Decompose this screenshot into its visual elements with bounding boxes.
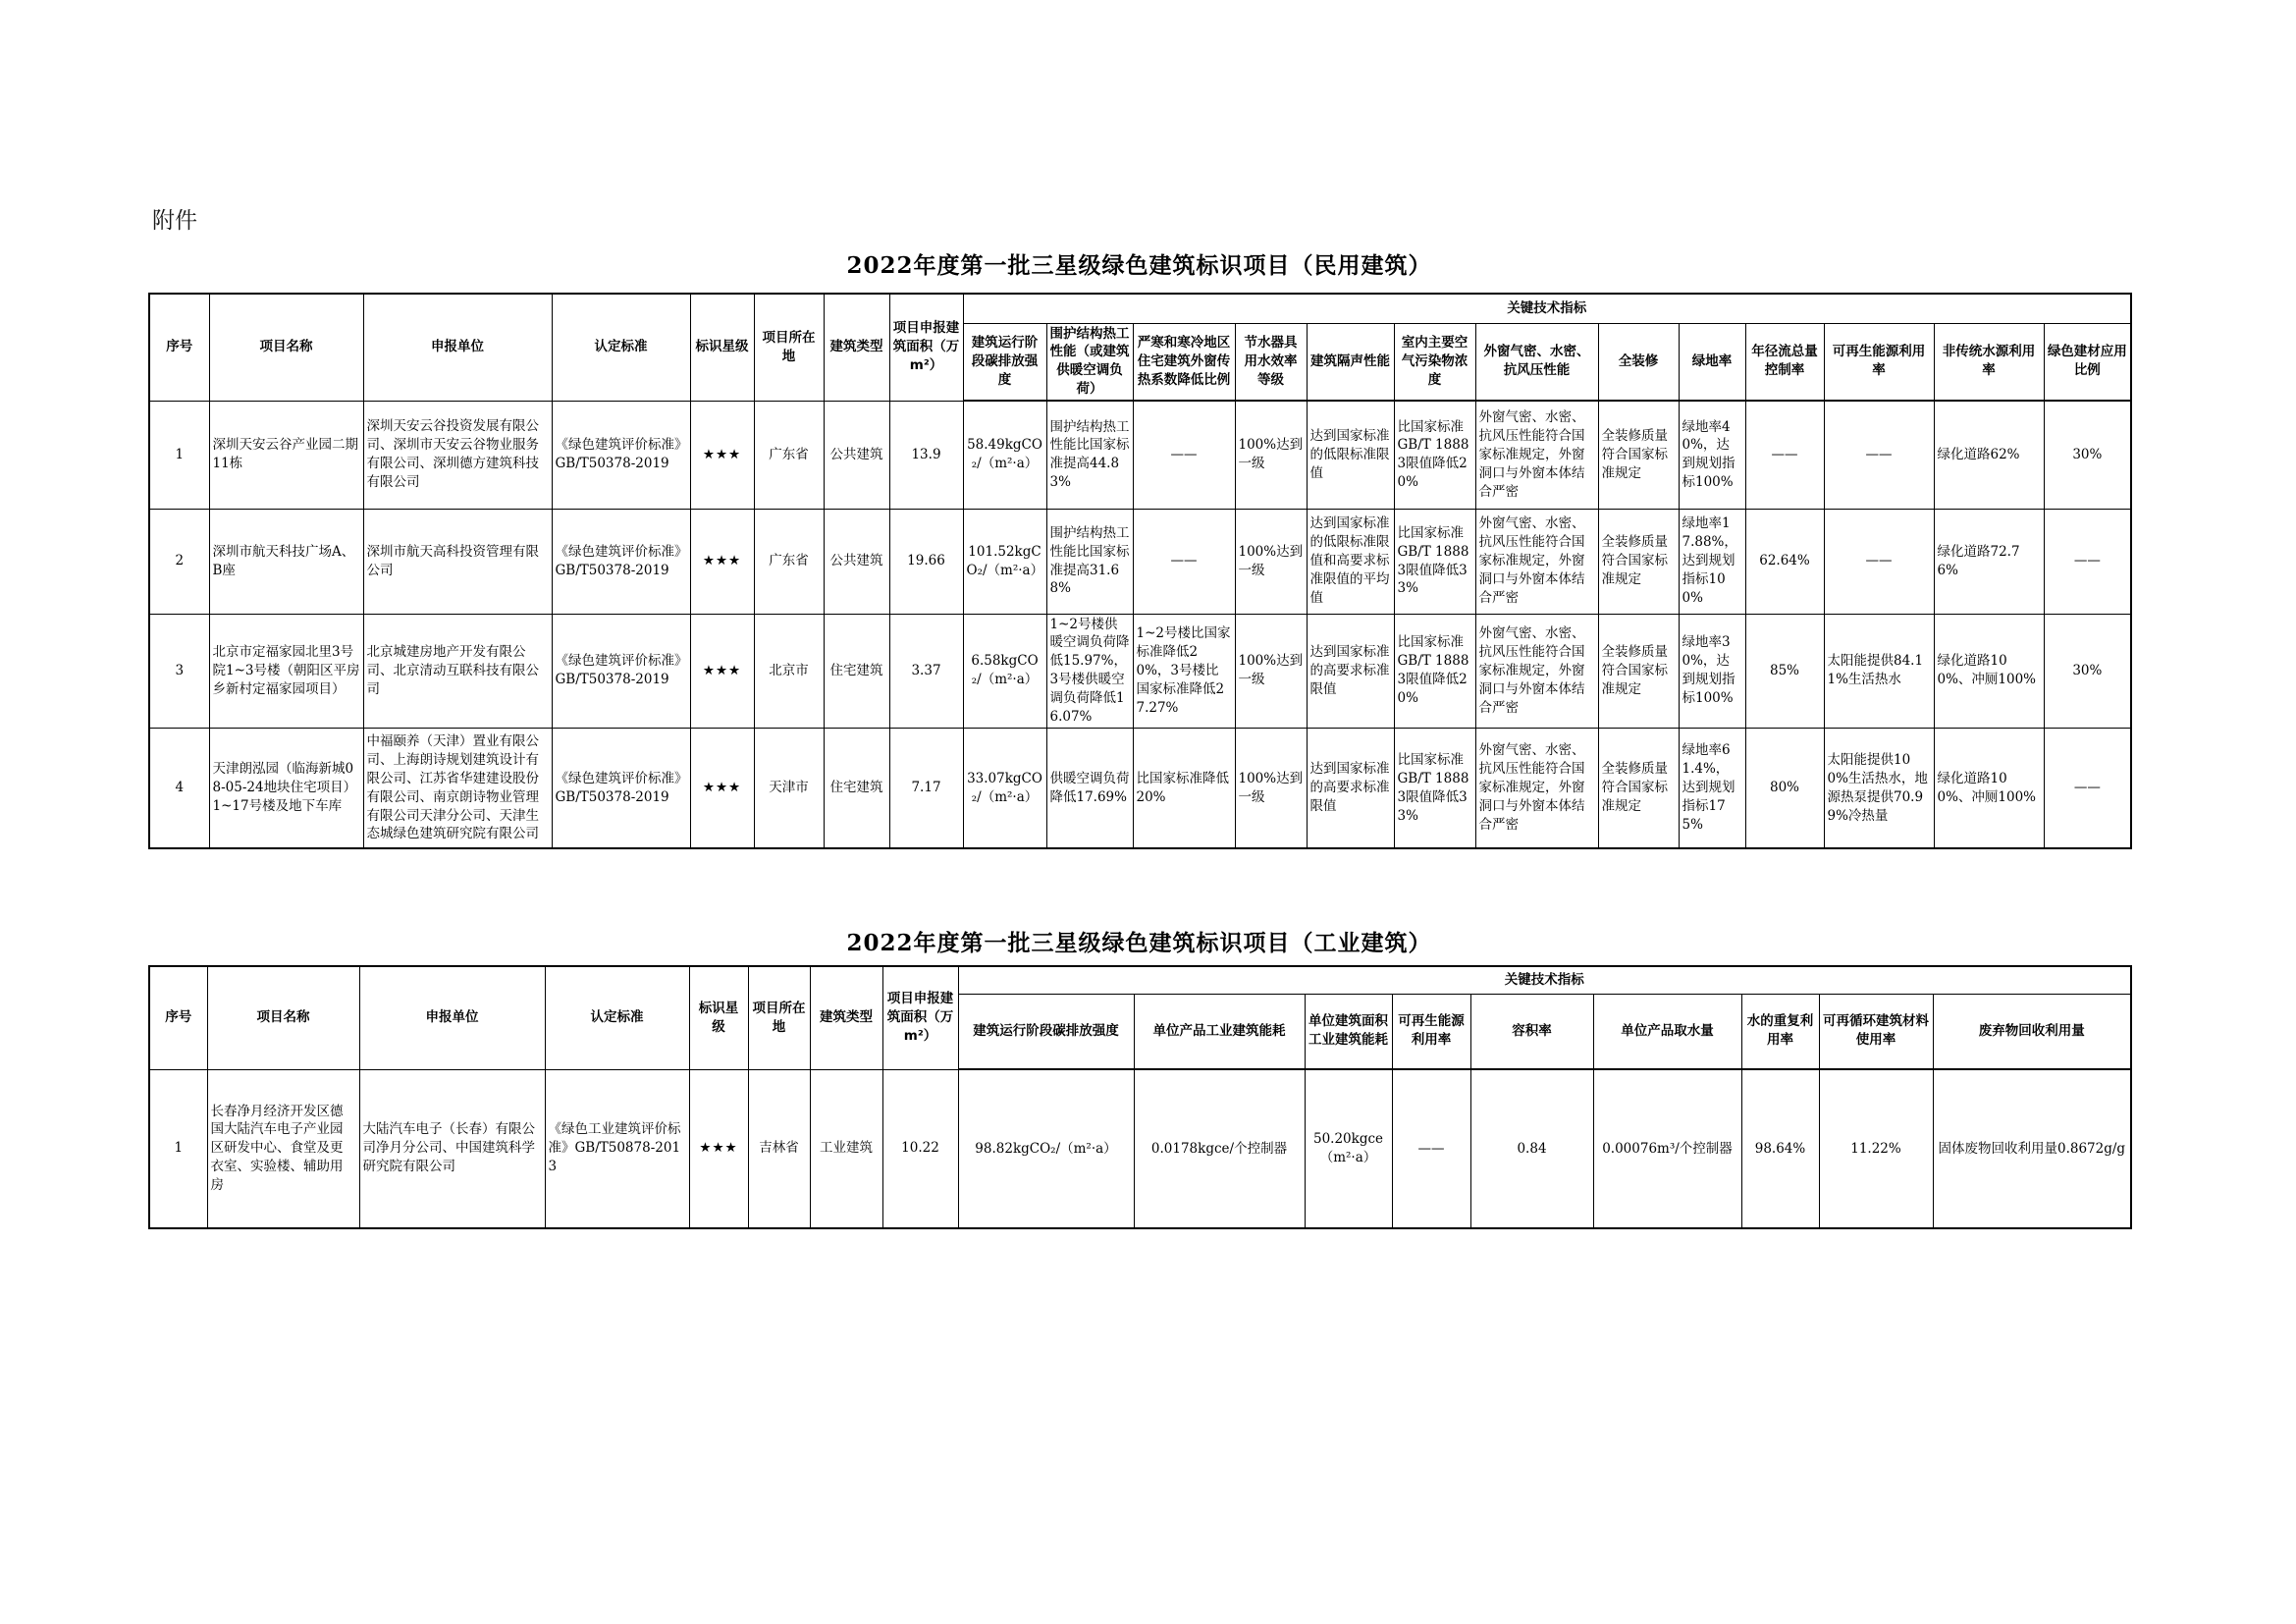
table-cell: 100%达到一级 bbox=[1235, 509, 1307, 614]
table-cell: 1~2号楼比国家标准降低20%，3号楼比国家标准降低27.27% bbox=[1133, 614, 1235, 728]
column-header: 单位建筑面积工业建筑能耗 bbox=[1305, 994, 1392, 1069]
table-cell: 《绿色建筑评价标准》GB/T50378-2019 bbox=[552, 401, 690, 509]
table-cell: 外窗气密、水密、抗风压性能符合国家标准规定，外窗洞口与外窗本体结合严密 bbox=[1475, 728, 1598, 848]
table-cell: 深圳天安云谷产业园二期11栋 bbox=[209, 401, 363, 509]
column-header: 容积率 bbox=[1470, 994, 1593, 1069]
table-cell: 绿地率17.88%，达到规划指标100% bbox=[1679, 509, 1745, 614]
industrial-table-body bbox=[149, 1069, 2131, 1228]
table-cell: 0.0178kgce/个控制器 bbox=[1134, 1069, 1305, 1228]
table-cell: 比国家标准降低20% bbox=[1133, 728, 1235, 848]
table-cell: 比国家标准GB/T 18883限值降低33% bbox=[1394, 509, 1475, 614]
table-cell: 住宅建筑 bbox=[824, 614, 889, 728]
table-cell: 101.52kgCO₂/（m²·a） bbox=[963, 509, 1046, 614]
table-cell: 全装修质量符合国家标准规定 bbox=[1598, 509, 1679, 614]
table-cell: 7.17 bbox=[889, 728, 963, 848]
table-cell: 太阳能提供100%生活热水，地源热泵提供70.99%冷热量 bbox=[1824, 728, 1934, 848]
table-cell: 太阳能提供84.11%生活热水 bbox=[1824, 614, 1934, 728]
civil-buildings-table bbox=[148, 293, 2130, 849]
column-header: 围护结构热工性能（或建筑供暖空调负荷） bbox=[1046, 323, 1133, 401]
table-cell: 1 bbox=[149, 1069, 207, 1228]
table-cell: 10.22 bbox=[882, 1069, 958, 1228]
table-cell: 4 bbox=[149, 728, 209, 848]
star-rating: ★★★ bbox=[690, 509, 754, 614]
table-cell: 0.84 bbox=[1470, 1069, 1593, 1228]
table-cell: —— bbox=[2044, 728, 2131, 848]
table-cell: 33.07kgCO₂/（m²·a） bbox=[963, 728, 1046, 848]
table-cell: 3 bbox=[149, 614, 209, 728]
table-cell: 围护结构热工性能比国家标准提高31.68% bbox=[1046, 509, 1133, 614]
table-cell: 80% bbox=[1745, 728, 1824, 848]
column-header: 序号 bbox=[149, 294, 209, 401]
table-cell: 天津市 bbox=[754, 728, 824, 848]
column-header: 可再生能源利用率 bbox=[1392, 994, 1470, 1069]
table-cell: 62.64% bbox=[1745, 509, 1824, 614]
table-row bbox=[149, 614, 2131, 728]
table-cell: 19.66 bbox=[889, 509, 963, 614]
table-cell: 深圳天安云谷投资发展有限公司、深圳市天安云谷物业服务有限公司、深圳德方建筑科技有限公司 bbox=[363, 401, 552, 509]
table-cell: 天津朗泓园（临海新城08-05-24地块住宅项目）1~17号楼及地下车库 bbox=[209, 728, 363, 848]
table-cell: 吉林省 bbox=[748, 1069, 810, 1228]
column-header: 废弃物回收利用量 bbox=[1933, 994, 2131, 1069]
table-cell: 全装修质量符合国家标准规定 bbox=[1598, 728, 1679, 848]
column-header: 项目申报建筑面积（万m²） bbox=[889, 294, 963, 401]
table-row bbox=[149, 728, 2131, 848]
table-cell: 2 bbox=[149, 509, 209, 614]
star-rating: ★★★ bbox=[689, 1069, 748, 1228]
column-header: 室内主要空气污染物浓度 bbox=[1394, 323, 1475, 401]
table-cell: 98.82kgCO₂/（m²·a） bbox=[958, 1069, 1134, 1228]
table-cell: 外窗气密、水密、抗风压性能符合国家标准规定，外窗洞口与外窗本体结合严密 bbox=[1475, 614, 1598, 728]
table-cell: 全装修质量符合国家标准规定 bbox=[1598, 401, 1679, 509]
table-cell: —— bbox=[1392, 1069, 1470, 1228]
table-cell: 长春净月经济开发区德国大陆汽车电子产业园区研发中心、食堂及更衣室、实验楼、辅助用房 bbox=[207, 1069, 359, 1228]
table-cell: 外窗气密、水密、抗风压性能符合国家标准规定，外窗洞口与外窗本体结合严密 bbox=[1475, 509, 1598, 614]
star-rating: ★★★ bbox=[690, 401, 754, 509]
table-cell: 北京市定福家园北里3号院1~3号楼（朝阳区平房乡新村定福家园项目） bbox=[209, 614, 363, 728]
table-cell: 1 bbox=[149, 401, 209, 509]
table-cell: 深圳市航天科技广场A、B座 bbox=[209, 509, 363, 614]
column-header: 标识星级 bbox=[690, 294, 754, 401]
table-cell: —— bbox=[1745, 401, 1824, 509]
column-header: 项目名称 bbox=[207, 966, 359, 1069]
key-indicators-header: 关键技术指标 bbox=[958, 966, 2131, 994]
industrial-table-title: 2022年度第一批三星级绿色建筑标识项目（工业建筑） bbox=[846, 930, 1432, 956]
column-header: 项目申报建筑面积（万m²） bbox=[882, 966, 958, 1069]
table-cell: 绿化道路62% bbox=[1934, 401, 2044, 509]
table-cell: 1~2号楼供暖空调负荷降低15.97%，3号楼供暖空调负荷降低16.07% bbox=[1046, 614, 1133, 728]
column-header: 申报单位 bbox=[363, 294, 552, 401]
table-cell: 《绿色工业建筑评价标准》GB/T50878-2013 bbox=[545, 1069, 689, 1228]
table-cell: 外窗气密、水密、抗风压性能符合国家标准规定，外窗洞口与外窗本体结合严密 bbox=[1475, 401, 1598, 509]
column-header: 严寒和寒冷地区住宅建筑外窗传热系数降低比例 bbox=[1133, 323, 1235, 401]
column-header: 水的重复利用率 bbox=[1741, 994, 1819, 1069]
column-header: 年径流总量控制率 bbox=[1745, 323, 1824, 401]
column-header: 可再循环建筑材料使用率 bbox=[1819, 994, 1933, 1069]
table-cell: 达到国家标准的高要求标准限值 bbox=[1307, 728, 1394, 848]
table-cell: 3.37 bbox=[889, 614, 963, 728]
column-header: 非传统水源利用率 bbox=[1934, 323, 2044, 401]
table-cell: 广东省 bbox=[754, 509, 824, 614]
key-indicators-header: 关键技术指标 bbox=[963, 294, 2131, 323]
table-cell: 中福颐养（天津）置业有限公司、上海朗诗规划建筑设计有限公司、江苏省华建建设股份有限公司、南京朗诗物业管理有限公司天津分公司、天津生态城绿色建筑研究院有限公司 bbox=[363, 728, 552, 848]
table-cell: 北京市 bbox=[754, 614, 824, 728]
table-cell: 公共建筑 bbox=[824, 509, 889, 614]
table-cell: —— bbox=[1824, 401, 1934, 509]
civil-table-body bbox=[149, 401, 2131, 848]
column-header: 项目所在地 bbox=[754, 294, 824, 401]
table-cell: 围护结构热工性能比国家标准提高44.83% bbox=[1046, 401, 1133, 509]
table-cell: 100%达到一级 bbox=[1235, 614, 1307, 728]
attachment-label: 附件 bbox=[152, 208, 197, 234]
column-header: 项目名称 bbox=[209, 294, 363, 401]
table-cell: —— bbox=[1133, 509, 1235, 614]
column-header: 单位产品工业建筑能耗 bbox=[1134, 994, 1305, 1069]
table-cell: 达到国家标准的低限标准限值和高要求标准限值的平均值 bbox=[1307, 509, 1394, 614]
column-header: 节水器具用水效率等级 bbox=[1235, 323, 1307, 401]
column-header: 外窗气密、水密、抗风压性能 bbox=[1475, 323, 1598, 401]
table-cell: 30% bbox=[2044, 614, 2131, 728]
column-header: 建筑类型 bbox=[810, 966, 882, 1069]
table-cell: 工业建筑 bbox=[810, 1069, 882, 1228]
table-cell: 58.49kgCO₂/（m²·a） bbox=[963, 401, 1046, 509]
table-cell: 13.9 bbox=[889, 401, 963, 509]
star-rating: ★★★ bbox=[690, 614, 754, 728]
table-cell: 深圳市航天高科投资管理有限公司 bbox=[363, 509, 552, 614]
table-cell: 100%达到一级 bbox=[1235, 401, 1307, 509]
table-cell: 绿化道路72.76% bbox=[1934, 509, 2044, 614]
industrial-buildings-table-grid bbox=[148, 965, 2132, 1229]
table-cell: 供暖空调负荷降低17.69% bbox=[1046, 728, 1133, 848]
table-cell: 北京城建房地产开发有限公司、北京清动互联科技有限公司 bbox=[363, 614, 552, 728]
column-header: 申报单位 bbox=[359, 966, 545, 1069]
table-cell: 绿化道路100%、冲厕100% bbox=[1934, 614, 2044, 728]
table-cell: 住宅建筑 bbox=[824, 728, 889, 848]
star-rating: ★★★ bbox=[690, 728, 754, 848]
industrial-buildings-table bbox=[148, 965, 2130, 1229]
table-cell: 《绿色建筑评价标准》GB/T50378-2019 bbox=[552, 509, 690, 614]
table-cell: 比国家标准GB/T 18883限值降低20% bbox=[1394, 614, 1475, 728]
table-cell: —— bbox=[2044, 509, 2131, 614]
column-header: 建筑隔声性能 bbox=[1307, 323, 1394, 401]
industrial-table-header bbox=[149, 966, 2131, 1069]
table-cell: 0.00076m³/个控制器 bbox=[1593, 1069, 1741, 1228]
table-cell: 30% bbox=[2044, 401, 2131, 509]
table-cell: 比国家标准GB/T 18883限值降低33% bbox=[1394, 728, 1475, 848]
table-cell: 《绿色建筑评价标准》GB/T50378-2019 bbox=[552, 614, 690, 728]
table-cell: 50.20kgce（m²·a） bbox=[1305, 1069, 1392, 1228]
table-cell: 固体废物回收利用量0.8672g/g bbox=[1933, 1069, 2131, 1228]
column-header: 绿色建材应用比例 bbox=[2044, 323, 2131, 401]
civil-table-title: 2022年度第一批三星级绿色建筑标识项目（民用建筑） bbox=[846, 252, 1432, 279]
column-header: 可再生能源利用率 bbox=[1824, 323, 1934, 401]
column-header: 认定标准 bbox=[545, 966, 689, 1069]
table-cell: 6.58kgCO₂/（m²·a） bbox=[963, 614, 1046, 728]
table-row bbox=[149, 509, 2131, 614]
table-row bbox=[149, 401, 2131, 509]
civil-buildings-table-grid bbox=[148, 293, 2132, 849]
column-header: 建筑运行阶段碳排放强度 bbox=[958, 994, 1134, 1069]
table-cell: 达到国家标准的低限标准限值 bbox=[1307, 401, 1394, 509]
table-cell: —— bbox=[1133, 401, 1235, 509]
table-cell: 100%达到一级 bbox=[1235, 728, 1307, 848]
civil-table-header bbox=[149, 294, 2131, 401]
table-cell: 绿地率61.4%，达到规划指标175% bbox=[1679, 728, 1745, 848]
table-cell: 绿化道路100%、冲厕100% bbox=[1934, 728, 2044, 848]
column-header: 标识星级 bbox=[689, 966, 748, 1069]
table-cell: 大陆汽车电子（长春）有限公司净月分公司、中国建筑科学研究院有限公司 bbox=[359, 1069, 545, 1228]
table-row bbox=[149, 1069, 2131, 1228]
table-cell: 公共建筑 bbox=[824, 401, 889, 509]
table-cell: 比国家标准GB/T 18883限值降低20% bbox=[1394, 401, 1475, 509]
column-header: 单位产品取水量 bbox=[1593, 994, 1741, 1069]
column-header: 建筑运行阶段碳排放强度 bbox=[963, 323, 1046, 401]
table-cell: 绿地率40%，达到规划指标100% bbox=[1679, 401, 1745, 509]
table-cell: 达到国家标准的高要求标准限值 bbox=[1307, 614, 1394, 728]
column-header: 认定标准 bbox=[552, 294, 690, 401]
column-header: 绿地率 bbox=[1679, 323, 1745, 401]
table-cell: 广东省 bbox=[754, 401, 824, 509]
table-cell: 11.22% bbox=[1819, 1069, 1933, 1228]
column-header: 全装修 bbox=[1598, 323, 1679, 401]
table-cell: 85% bbox=[1745, 614, 1824, 728]
table-cell: 《绿色建筑评价标准》GB/T50378-2019 bbox=[552, 728, 690, 848]
column-header: 项目所在地 bbox=[748, 966, 810, 1069]
table-cell: 全装修质量符合国家标准规定 bbox=[1598, 614, 1679, 728]
column-header: 建筑类型 bbox=[824, 294, 889, 401]
table-cell: 绿地率30%，达到规划指标100% bbox=[1679, 614, 1745, 728]
table-cell: —— bbox=[1824, 509, 1934, 614]
table-cell: 98.64% bbox=[1741, 1069, 1819, 1228]
column-header: 序号 bbox=[149, 966, 207, 1069]
